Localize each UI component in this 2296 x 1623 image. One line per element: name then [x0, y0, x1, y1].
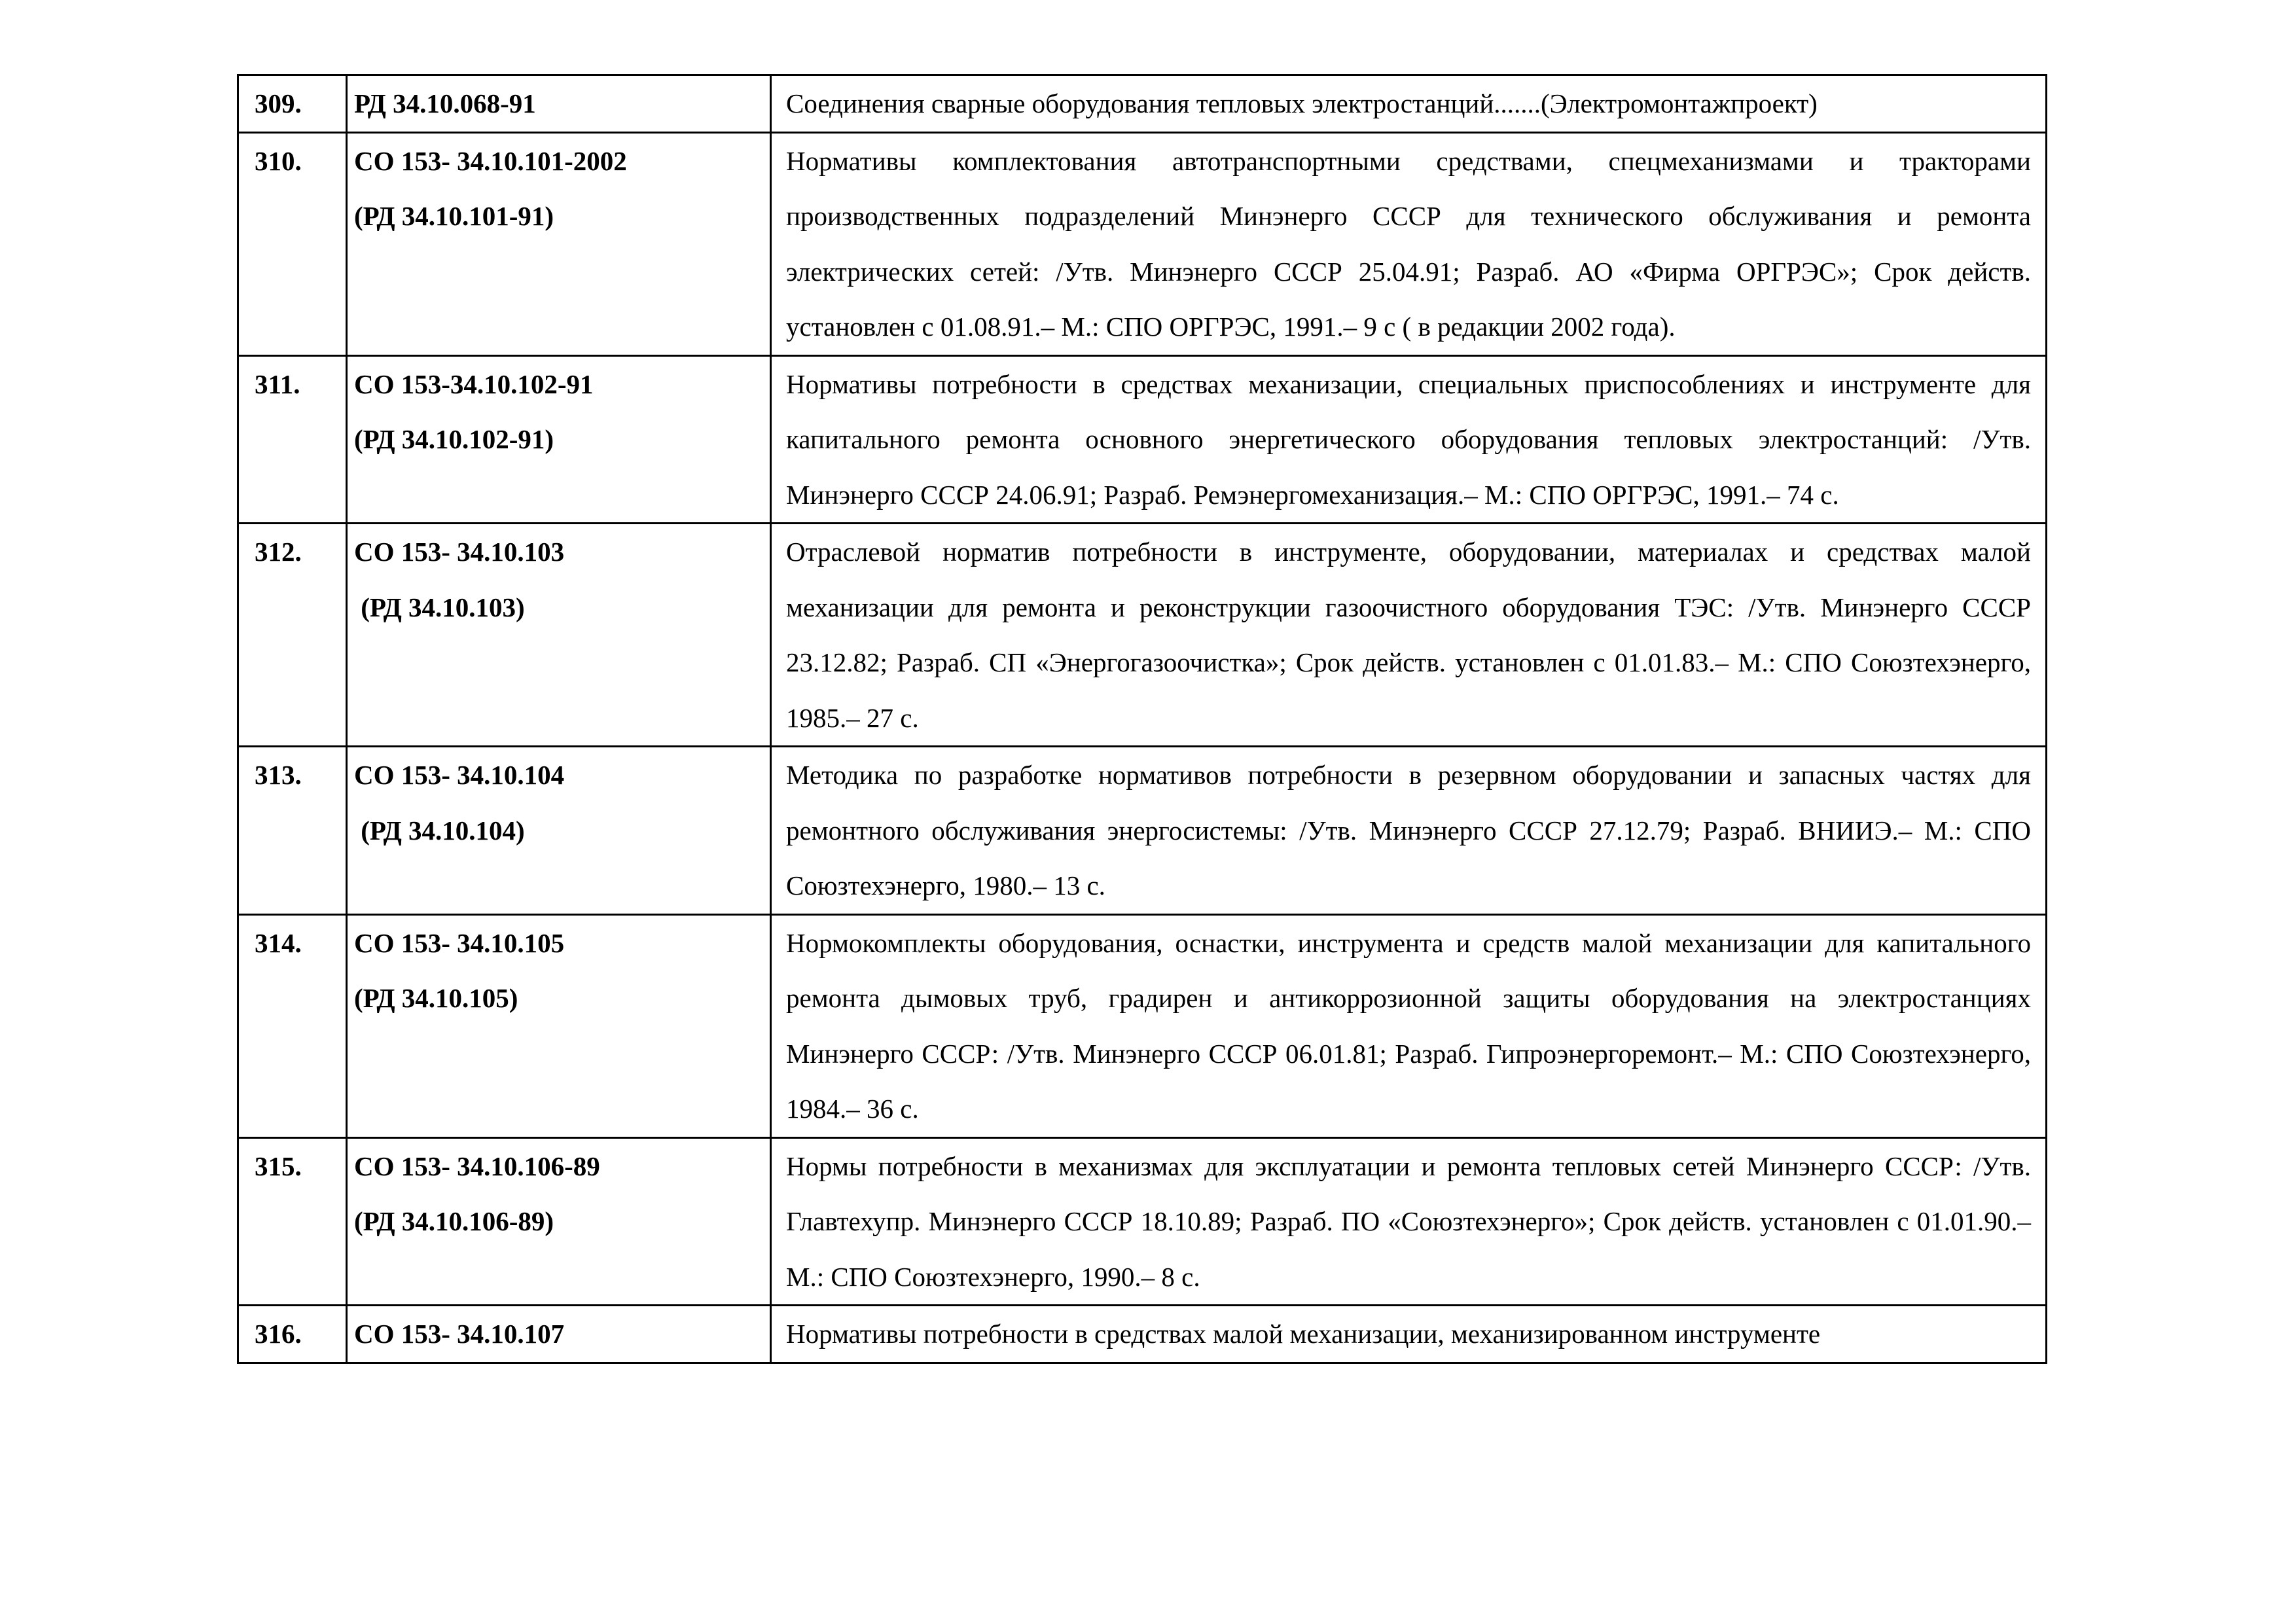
- code-line: СО 153- 34.10.103: [354, 537, 565, 567]
- code-line: (РД 34.10.106-89): [354, 1206, 554, 1236]
- row-number: 315.: [238, 1137, 347, 1306]
- document-description: Соединения сварные оборудования тепловых электростанций.......(Электромонтажпроект): [771, 75, 2047, 133]
- document-code: [347, 132, 771, 355]
- table-row: [238, 1306, 2047, 1363]
- document-code: [347, 1306, 771, 1363]
- table-row: [238, 747, 2047, 915]
- document-code: [347, 75, 771, 133]
- code-line: СО 153- 34.10.101-2002: [354, 145, 627, 176]
- row-number: 313.: [238, 747, 347, 915]
- table-row: [238, 132, 2047, 355]
- document-code: [347, 1137, 771, 1306]
- document-description: Нормы потребности в механизмах для эксплуатации и ремонта тепловых сетей Минэнерго СССР: /Утв. Главтехупр. Минэнерго СССР 18.10.89; Разраб. ПО «Союзтехэнерго»; Срок действ. установлен с 01.01.90.– М.: СПО Союзтехэнерго, 1990.– 8 с.: [771, 1137, 2047, 1306]
- row-number: 312.: [238, 524, 347, 747]
- table-row: [238, 1137, 2047, 1306]
- code-line: СО 153-34.10.102-91: [354, 368, 594, 399]
- code-line: СО 153- 34.10.106-89: [354, 1150, 600, 1181]
- document-description: Методика по разработке нормативов потребности в резервном оборудовании и запасных частях для ремонтного обслуживания энергосистемы: /Утв. Минэнерго СССР 27.12.79; Разраб. ВНИИЭ.– М.: СПО Союзтехэнерго, 1980.– 13 с.: [771, 747, 2047, 915]
- code-line: СО 153- 34.10.105: [354, 927, 565, 958]
- code-line: СО 153- 34.10.107: [354, 1319, 565, 1349]
- document-description: Нормативы комплектования автотранспортными средствами, спецмеханизмами и тракторами производственных подразделений Минэнерго СССР для технического обслуживания и ремонта электрических сетей: /Утв. Минэнерго СССР 25.04.91; Разраб. АО «Фирма ОРГРЭС»; Срок действ. установлен с 01.08.91.– М.: СПО ОРГРЭС, 1991.– 9 с ( в редакции 2002 года).: [771, 132, 2047, 355]
- document-code: [347, 747, 771, 915]
- standards-table: [237, 74, 2047, 1364]
- row-number: 314.: [238, 914, 347, 1137]
- document-code: [347, 524, 771, 747]
- document-description: Нормативы потребности в средствах малой механизации, механизированном инструменте: [771, 1306, 2047, 1363]
- code-line: (РД 34.10.101-91): [354, 201, 554, 231]
- row-number: 316.: [238, 1306, 347, 1363]
- table-row: [238, 524, 2047, 747]
- document-description: Отраслевой норматив потребности в инструменте, оборудовании, материалах и средствах малой механизации для ремонта и реконструкции газоочистного оборудования ТЭС: /Утв. Минэнерго СССР 23.12.82; Разраб. СП «Энергогазоочистка»; Срок действ. установлен с 01.01.83.– М.: СПО Союзтехэнерго, 1985.– 27 с.: [771, 524, 2047, 747]
- row-number: 309.: [238, 75, 347, 133]
- table-row: [238, 355, 2047, 524]
- table-row: [238, 75, 2047, 133]
- document-code: [347, 355, 771, 524]
- table-row: [238, 914, 2047, 1137]
- document-code: [347, 914, 771, 1137]
- row-number: 310.: [238, 132, 347, 355]
- document-description: Нормокомплекты оборудования, оснастки, инструмента и средств малой механизации для капитального ремонта дымовых труб, градирен и антикоррозионной защиты оборудования на электростанциях Минэнерго СССР: /Утв. Минэнерго СССР 06.01.81; Разраб. Гипроэнергоремонт.– М.: СПО Союзтехэнерго, 1984.– 36 с.: [771, 914, 2047, 1137]
- code-line: (РД 34.10.105): [354, 983, 518, 1013]
- document-description: Нормативы потребности в средствах механизации, специальных приспособлениях и инструменте для капитального ремонта основного энергетического оборудования тепловых электростанций: /Утв. Минэнерго СССР 24.06.91; Разраб. Ремэнергомеханизация.– М.: СПО ОРГРЭС, 1991.– 74 с.: [771, 355, 2047, 524]
- code-line: РД 34.10.068-91: [354, 88, 536, 118]
- code-line: (РД 34.10.104): [354, 815, 525, 846]
- row-number: 311.: [238, 355, 347, 524]
- code-line: СО 153- 34.10.104: [354, 760, 565, 790]
- code-line: (РД 34.10.103): [354, 592, 525, 622]
- code-line: (РД 34.10.102-91): [354, 424, 554, 454]
